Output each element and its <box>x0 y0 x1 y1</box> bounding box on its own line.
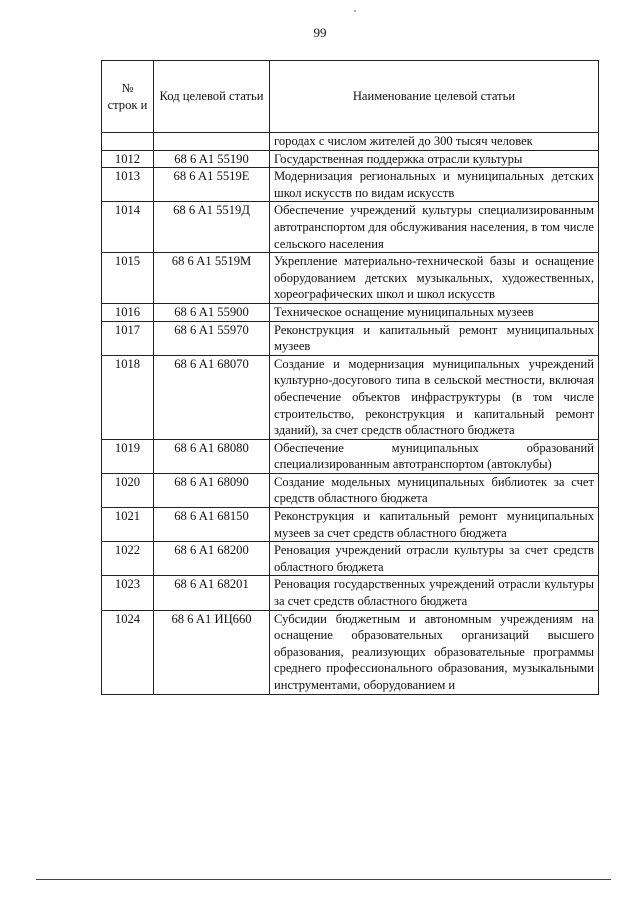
footer-rule <box>36 879 611 880</box>
article-name-cell: Субсидии бюджетным и автономным учреждениям на оснащение образовательных организаций высшего образования, реализующих образовательные программы среднего профессионального образования, музыкальными инструментами, оборудованием и <box>270 610 599 694</box>
article-code-cell: 68 6 A1 5519E <box>154 168 270 202</box>
row-number-cell: 1013 <box>102 168 154 202</box>
table-row <box>102 321 599 355</box>
article-name-cell: Модернизация региональных и муниципальных детских школ искусств по видам искусств <box>270 168 599 202</box>
row-number-cell: 1022 <box>102 542 154 576</box>
article-code-cell: 68 6 A1 ИЦ660 <box>154 610 270 694</box>
target-articles-table <box>101 60 599 695</box>
scan-dot <box>354 10 356 12</box>
table-row <box>102 610 599 694</box>
table-row <box>102 576 599 610</box>
article-code-cell: 68 6 A1 68090 <box>154 473 270 507</box>
row-number-cell: 1020 <box>102 473 154 507</box>
article-code-cell: 68 6 A1 55190 <box>154 150 270 168</box>
table-row <box>102 473 599 507</box>
article-name-cell: городах с числом жителей до 300 тысяч человек <box>270 133 599 151</box>
table-row <box>102 542 599 576</box>
row-number-cell: 1012 <box>102 150 154 168</box>
article-code-cell <box>154 133 270 151</box>
row-number-cell: 1017 <box>102 321 154 355</box>
row-number-cell: 1023 <box>102 576 154 610</box>
article-name-cell: Укрепление материально-технической базы и оснащение оборудованием детских музыкальных, художественных, хореографических школ и школ искусств <box>270 253 599 304</box>
row-number-cell: 1019 <box>102 439 154 473</box>
row-number-cell: 1021 <box>102 508 154 542</box>
article-name-cell: Обеспечение муниципальных образований специализированным автотранспортом (автоклубы) <box>270 439 599 473</box>
article-name-cell: Создание и модернизация муниципальных учреждений культурно-досугового типа в сельской местности, включая обеспечение объектов инфраструктуры (в том числе строительство, реконструкция и капитальный ремонт зданий), за счет средств областного бюджета <box>270 355 599 439</box>
row-number-cell: 1015 <box>102 253 154 304</box>
article-code-cell: 68 6 A1 5519Д <box>154 202 270 253</box>
article-name-cell: Создание модельных муниципальных библиотек за счет средств областного бюджета <box>270 473 599 507</box>
article-code-cell: 68 6 A1 55970 <box>154 321 270 355</box>
row-number-cell: 1018 <box>102 355 154 439</box>
header-article-name: Наименование целевой статьи <box>270 61 599 133</box>
article-code-cell: 68 6 A1 68070 <box>154 355 270 439</box>
article-code-cell: 68 6 A1 68080 <box>154 439 270 473</box>
row-number-cell: 1016 <box>102 303 154 321</box>
article-name-cell: Обеспечение учреждений культуры специализированным автотранспортом для обслуживания населения, в том числе сельского населения <box>270 202 599 253</box>
page-number: 99 <box>313 25 327 40</box>
header-row-number: № строк и <box>102 61 154 133</box>
article-name-cell: Реконструкция и капитальный ремонт муниципальных музеев за счет средств областного бюджета <box>270 508 599 542</box>
table-row <box>102 508 599 542</box>
header-article-code: Код целевой статьи <box>154 61 270 133</box>
article-code-cell: 68 6 A1 68200 <box>154 542 270 576</box>
row-number-cell <box>102 133 154 151</box>
article-code-cell: 68 6 A1 68150 <box>154 508 270 542</box>
article-code-cell: 68 6 A1 55900 <box>154 303 270 321</box>
article-code-cell: 68 6 A1 68201 <box>154 576 270 610</box>
table-row <box>102 303 599 321</box>
article-name-cell: Государственная поддержка отрасли культуры <box>270 150 599 168</box>
table-row <box>102 150 599 168</box>
article-name-cell: Техническое оснащение муниципальных музеев <box>270 303 599 321</box>
article-code-cell: 68 6 A1 5519М <box>154 253 270 304</box>
table-body <box>102 133 599 695</box>
table-row <box>102 253 599 304</box>
article-name-cell: Реновация учреждений отрасли культуры за счет средств областного бюджета <box>270 542 599 576</box>
table-row <box>102 168 599 202</box>
table-row <box>102 439 599 473</box>
article-name-cell: Реконструкция и капитальный ремонт муниципальных музеев <box>270 321 599 355</box>
table-header-row <box>102 61 599 133</box>
table-row <box>102 355 599 439</box>
row-number-cell: 1014 <box>102 202 154 253</box>
table-row <box>102 202 599 253</box>
row-number-cell: 1024 <box>102 610 154 694</box>
article-name-cell: Реновация государственных учреждений отрасли культуры за счет средств областного бюджета <box>270 576 599 610</box>
table-row <box>102 133 599 151</box>
